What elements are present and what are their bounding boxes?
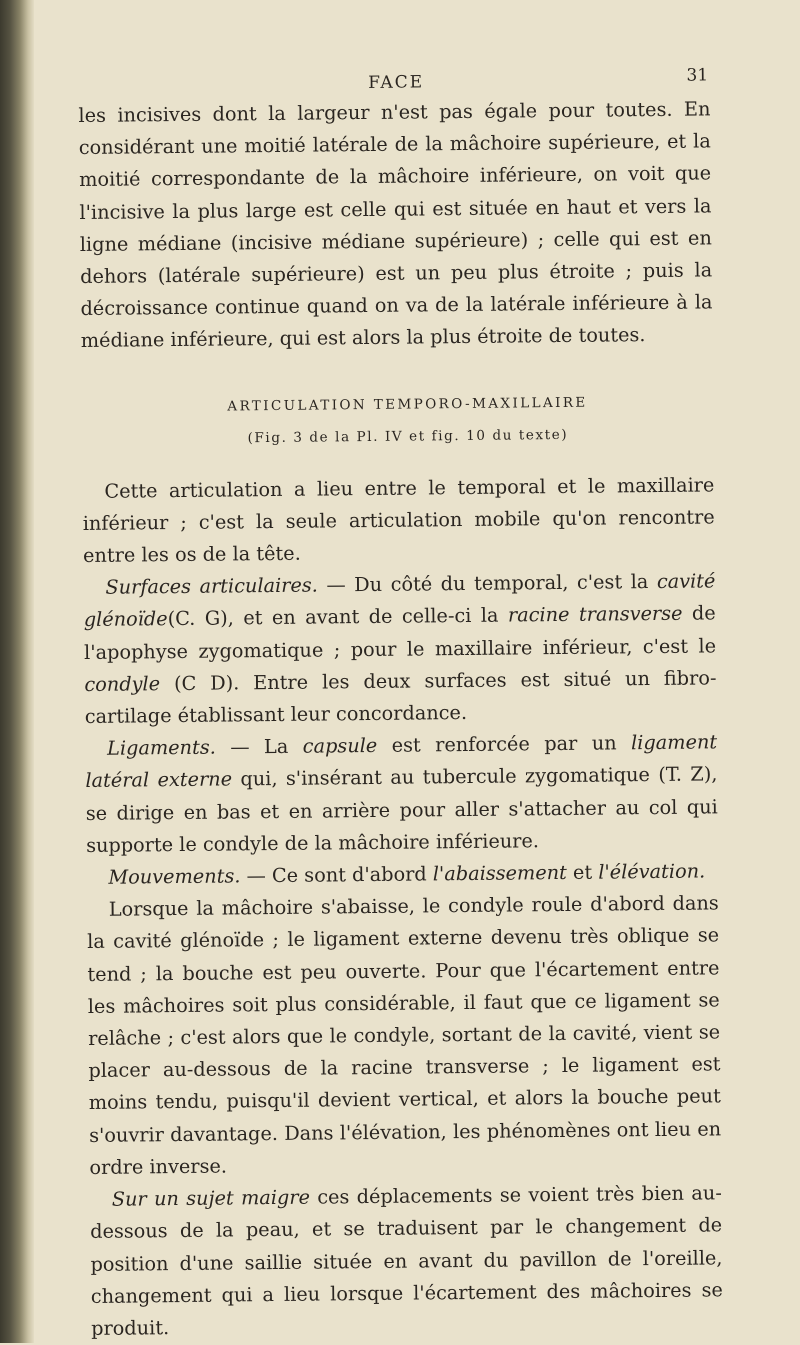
text-run: et: [566, 860, 599, 884]
section-figure-reference: (Fig. 3 de la Pl. IV et fig. 10 du texte): [247, 426, 569, 446]
term-abaissement: l'abaissement: [432, 860, 567, 886]
paragraph-sujet-maigre: [90, 1177, 724, 1345]
text-run: est renforcée par un: [377, 731, 632, 758]
text-run: — La: [215, 734, 303, 759]
page-number: 31: [686, 65, 709, 86]
paragraph-abaissement-description: Lorsque la mâchoire s'abaisse, le condyle roule d'abord dans la cavité glénoïde ; le ligament externe devenu très oblique se tend ; la bouche est peu ouverte. Pour que l'écartement entre les mâchoires soit plus considérable, il faut que ce ligament se relâche ; c'est alors que le condyle, sortant de la cavité, vient se placer au-dessous de la racine transverse ; le ligament est moins tendu, puisqu'il devient vertical, et alors la bouche peut s'ouvrir davantage. Dans l'élévation, les phénomènes ont lieu en ordre inverse.: [87, 891, 722, 1179]
term-capsule: capsule: [302, 734, 378, 758]
paragraph-incisives: les incisives dont la largeur n'est pas égale pour toutes. En considérant une moitié latérale de la mâchoire supérieure, et la moitié correspondante de la mâchoire inférieure, on voit que l'incisive la plus large est celle qui est située en haut et vers la ligne médiane (incisive médiane supérieure) ; celle qui est en dehors (latérale supérieure) est un peu plus étroite ; puis la décroissance continue quand on va de la latérale inférieure à la médiane inférieure, qui est alors la plus étroite de toutes.: [78, 97, 713, 353]
paragraph-surfaces-articulaires: [83, 566, 717, 734]
term-cavite-glenoide: cavité glénoïde: [83, 569, 716, 632]
section-title: ARTICULATION TEMPORO-MAXILLAIRE: [227, 394, 588, 415]
paragraph-ligaments: [85, 727, 718, 862]
text-run: (C. G), et en avant de celle-ci la: [167, 603, 509, 631]
text-run: (C D). Entre les deux surfaces est situé un fibro-cartilage établissant leur concordance.: [84, 666, 717, 729]
subheading-ligaments: Ligaments.: [106, 735, 216, 760]
text-run: ces déplacements se voient très bien au-dessous de la peau, et se traduisent par le changement de position d'une saillie située en avant du pavillon de l'oreille, changement qui a lieu lorsque l'écartement des mâchoires se produit.: [90, 1181, 723, 1340]
text-run: qui, s'insérant au tubercule zygomatique (T. Z), se dirige en bas et en arrière pour aller s'attacher au col qui supporte le condyle de la mâchoire inférieure.: [85, 762, 718, 857]
text-run: — Du côté du temporal, c'est la: [317, 570, 657, 597]
text-run: — Ce sont d'abord: [240, 862, 433, 888]
running-head-title: FACE: [368, 72, 425, 93]
subheading-mouvements: Mouvements.: [108, 864, 241, 889]
term-racine-transverse: racine transverse: [507, 602, 683, 627]
term-condyle: condyle: [84, 672, 161, 696]
book-page: [78, 63, 723, 1345]
term-elevation: l'élévation.: [598, 859, 706, 884]
subheading-sujet-maigre: Sur un sujet maigre: [111, 1185, 311, 1211]
subheading-surfaces-articulaires: Surfaces articulaires.: [105, 573, 318, 599]
term-ligament-lateral-externe: ligament latéral externe: [85, 730, 718, 793]
paragraph-intro-articulation: Cette articulation a lieu entre le temporal et le maxillaire inférieur ; c'est la seule articulation mobile qu'on rencontre entre les os de la tête.: [82, 472, 715, 568]
text-run: de l'apophyse zygomatique ; pour le maxillaire inférieur, c'est le: [83, 601, 717, 664]
book-binding-edge: [0, 0, 34, 1343]
